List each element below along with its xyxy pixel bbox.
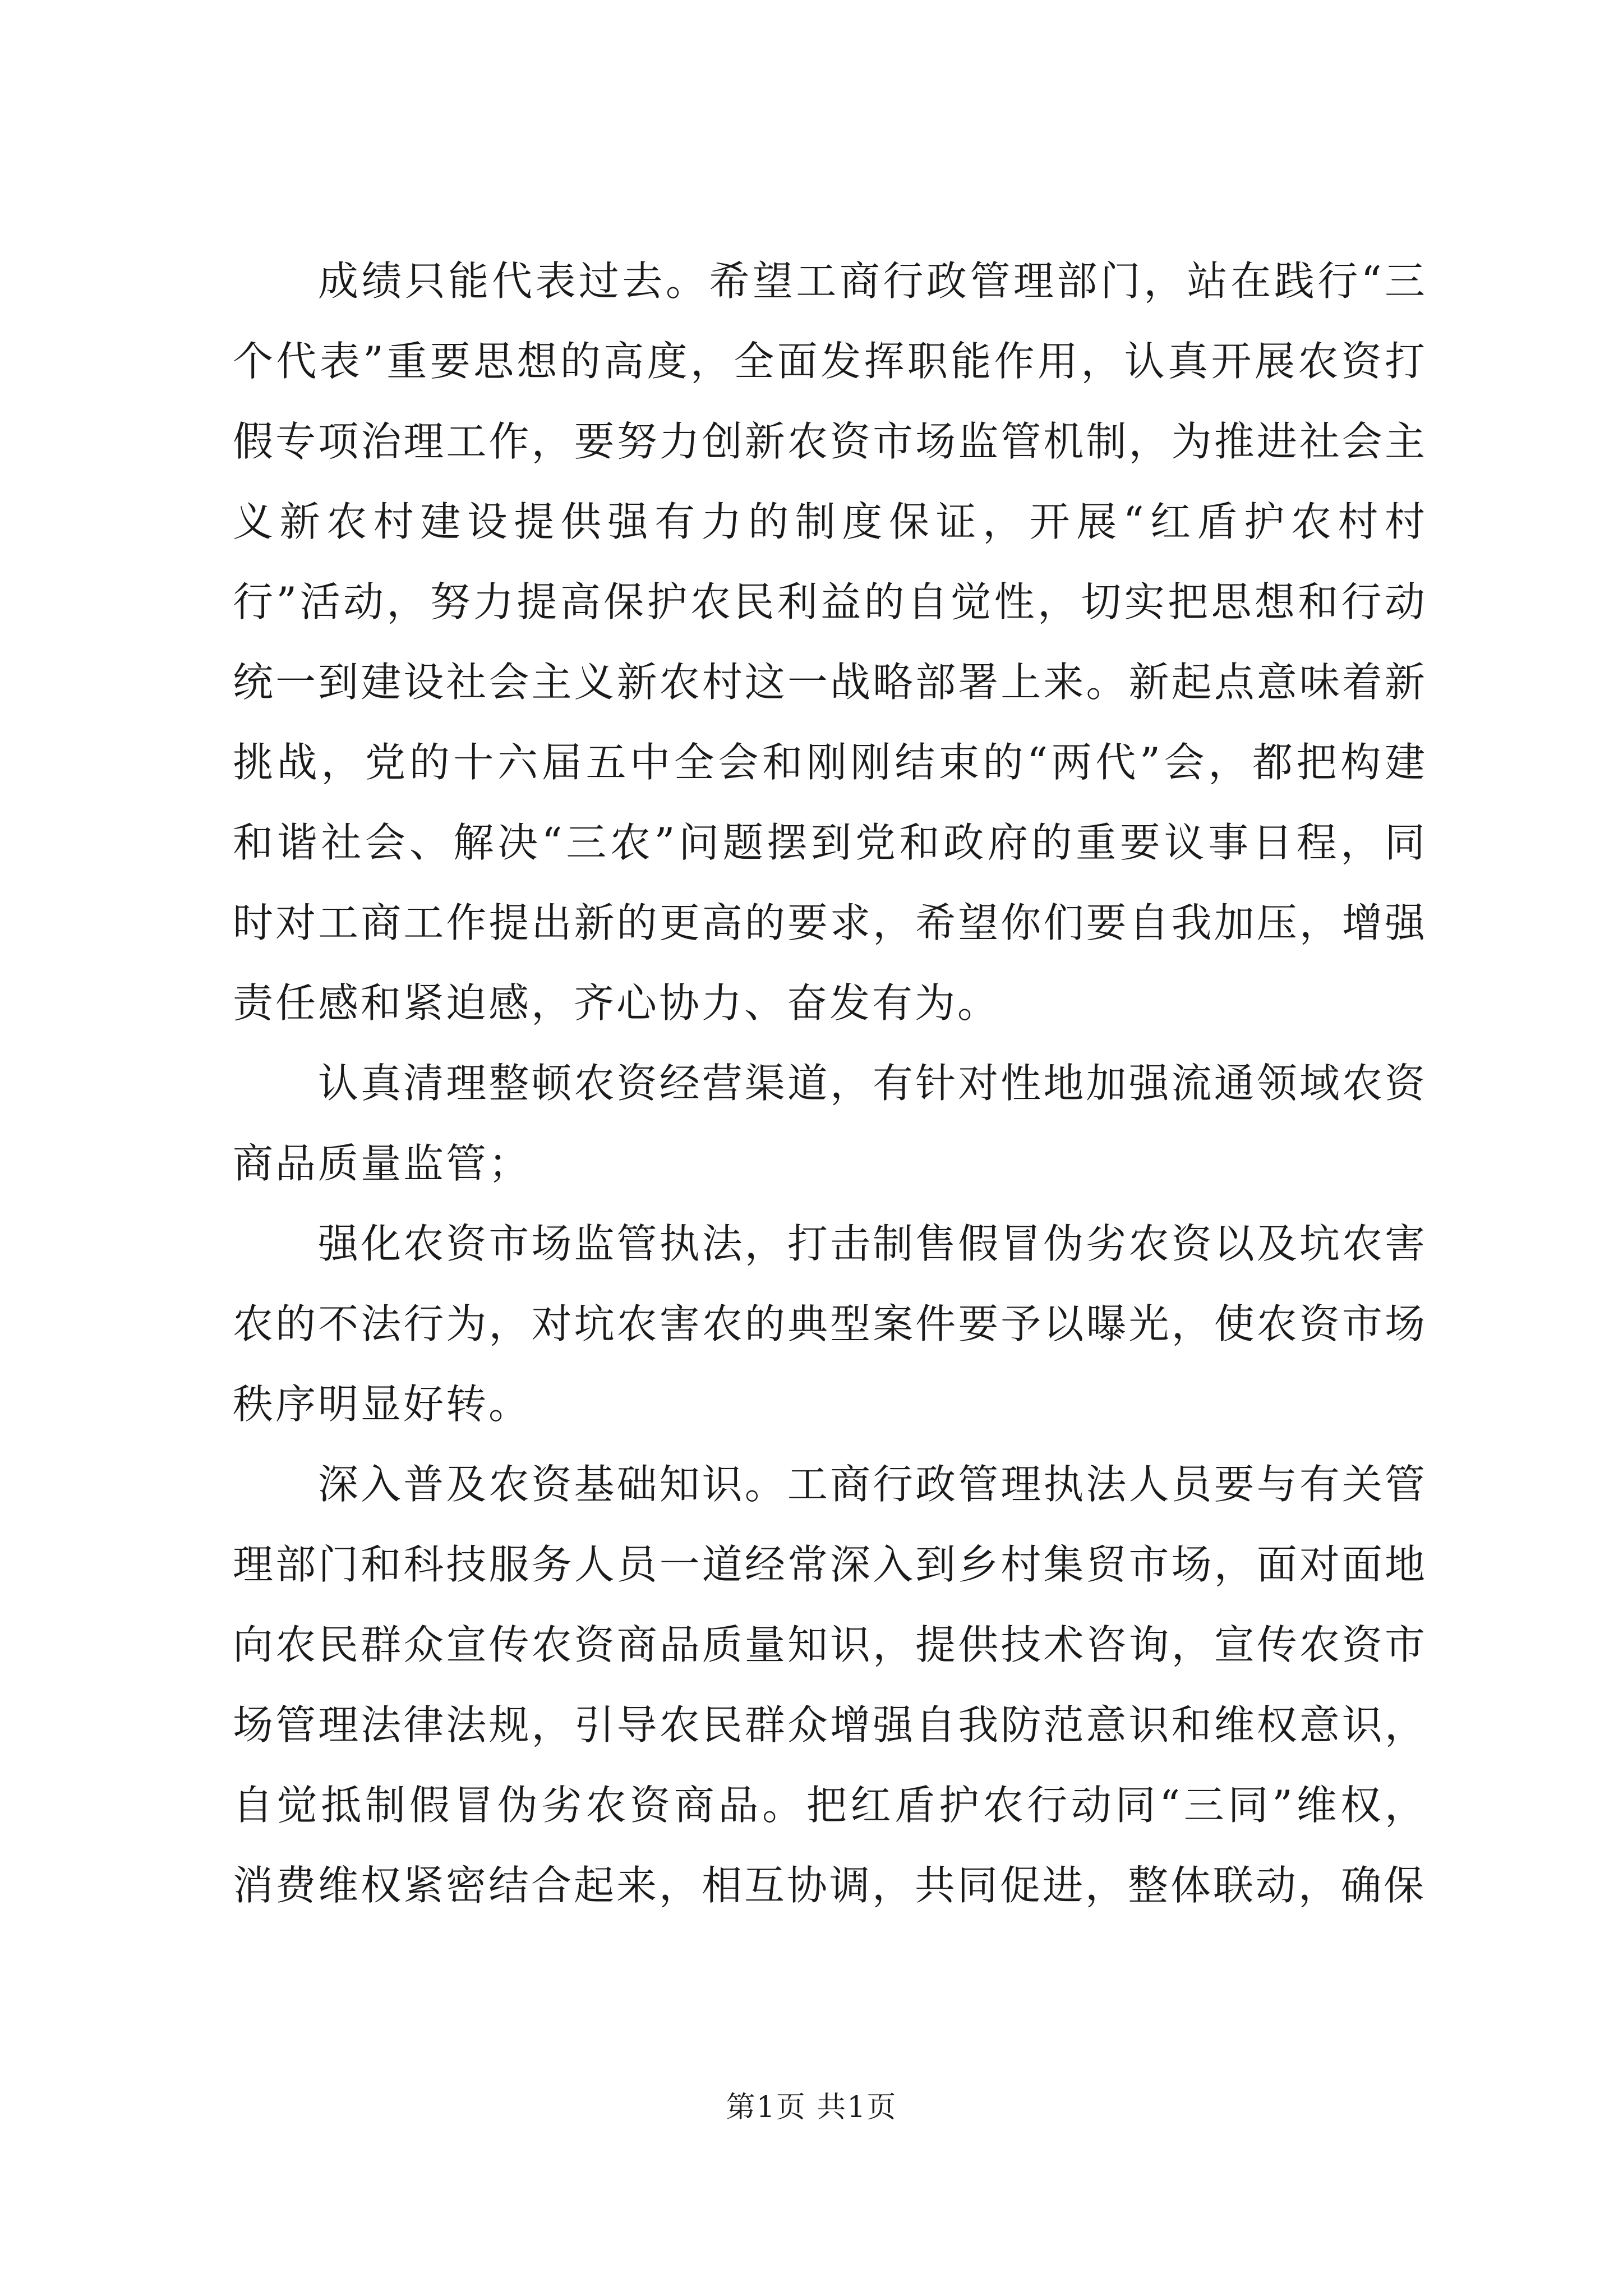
document-body bbox=[233, 241, 1427, 1926]
paragraph: 认真清理整顿农资经营渠道，有针对性地加强流通领域农资商品质量监管； bbox=[233, 1060, 1427, 1187]
page-footer: 第1页 共1页 bbox=[726, 2091, 897, 2124]
paragraph: 成绩只能代表过去。希望工商行政管理部门，站在践行“三个代表”重要思想的高度，全面发挥职能作用，认真开展农资打假专项治理工作，要努力创新农资市场监管机制，为推进社会主义新农村建设提供强有力的制度保证，开展“红盾护农村村行”活动，努力提高保护农民利益的自觉性，切实把思想和行动统一到建设社会主义新农村这一战略部署上来。新起点意味着新挑战，党的十六届五中全会和刚刚结束的“两代”会，都把构建和谐社会、解决“三农”问题摆到党和政府的重要议事日程，同时对工商工作提出新的更高的要求，希望你们要自我加压，增强责任感和紧迫感，齐心协力、奋发有为。 bbox=[233, 257, 1427, 1027]
paragraph: 深入普及农资基础知识。工商行政管理执法人员要与有关管理部门和科技服务人员一道经常深入到乡村集贸市场，面对面地向农民群众宣传农资商品质量知识，提供技术咨询，宣传农资市场管理法律法规，引导农民群众增强自我防范意识和维权意识，自觉抵制假冒伪劣农资商品。把红盾护农行动同“三同”维权，消费维权紧密结合起来，相互协调，共同促进，整体联动，确保 bbox=[233, 1461, 1427, 1909]
paragraph: 强化农资市场监管执法，打击制售假冒伪劣农资以及坑农害农的不法行为，对坑农害农的典型案件要予以曝光，使农资市场秩序明显好转。 bbox=[233, 1220, 1427, 1428]
